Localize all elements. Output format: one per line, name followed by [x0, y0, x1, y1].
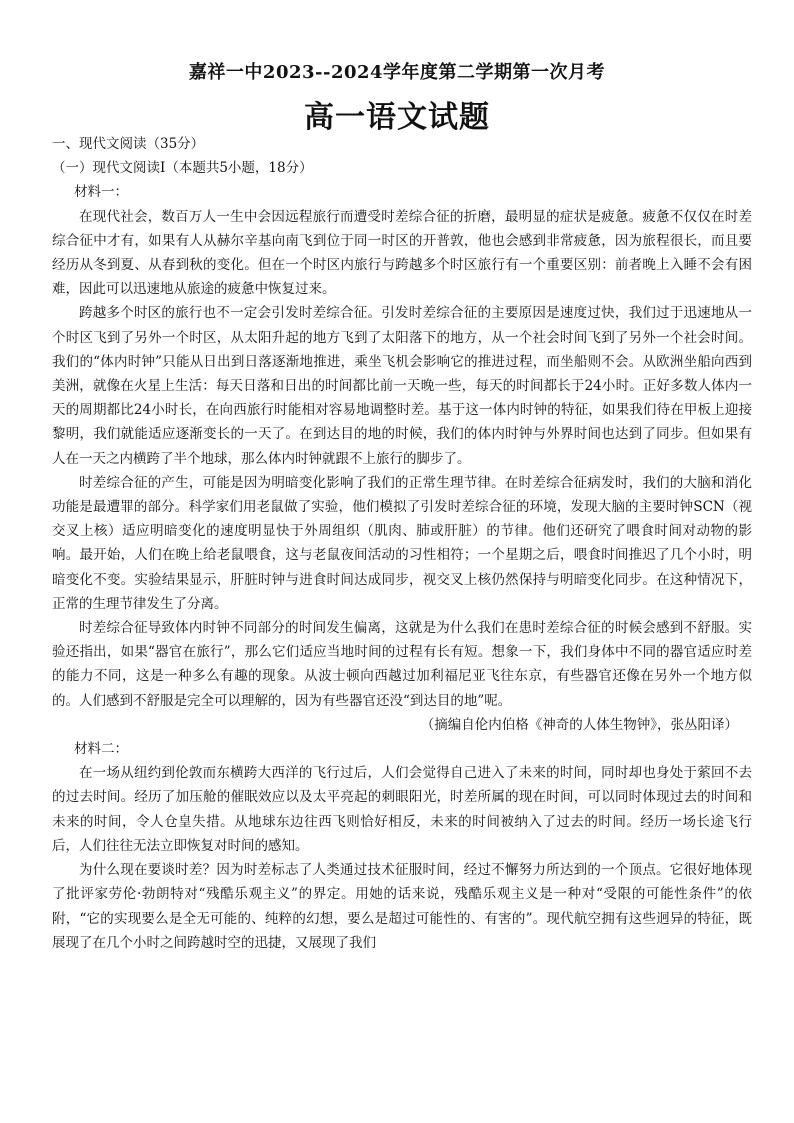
exam-subject-title: 高一语文试题: [304, 100, 490, 135]
exam-body: [52, 132, 752, 955]
material-1-paragraph: 时差综合征导致体内时钟不同部分的时间发生偏离，这就是为什么我们在患时差综合征的时候会感到不舒服。实验还指出，如果“器官在旅行”，那么它们适应当地时间的过程有长有短。想象一下，我们身体中不同的器官适应时差的能力不同，这是一种多么有趣的现象。从波士顿向西越过加利福尼亚飞往东京，有些器官还像在另外一个地方似的。人们感到不舒服是完全可以理解的，因为有些器官还没“到达目的地”呢。: [52, 620, 752, 709]
material-1-paragraph: 跨越多个时区的旅行也不一定会引发时差综合征。引发时差综合征的主要原因是速度过快，我们过于迅速地从一个时区飞到了另外一个时区，从太阳升起的地方飞到了太阳落下的地方，从一个社会时间飞到了另外一个社会时间。我们的“体内时钟”只能从日出到日落逐渐地推进，乘坐飞机会影响它的推进过程，而坐船则不会。从欧洲坐船向西到美洲，就像在火星上生活：每天日落和日出的时间都比前一天晚一些，每天的时间都长于24小时。正好多数人体内一天的周期都比24小时长，在向西旅行时能相对容易地调整时差。基于这一体内时钟的特征，如果我们待在甲板上迎接黎明，我们就能适应逐渐变长的一天了。在到达目的地的时候，我们的体内时钟与外界时间也达到了同步。但如果有人在一天之内横跨了半个地球，那么体内时钟就跟不上旅行的脚步了。: [52, 305, 752, 467]
section-heading: 一、现代文阅读（35分）: [52, 136, 205, 152]
material-1-paragraph: 在现代社会，数百万人一生中会因远程旅行而遭受时差综合征的折磨，最明显的症状是疲惫。疲惫不仅仅在时差综合征中才有，如果有人从赫尔辛基向南飞到位于同一时区的开普敦，他也会感到非常疲惫，因为旅程很长，而且要经历从冬到夏、从春到秋的变化。但在一个时区内旅行与跨越多个时区旅行有一个重要区别：前者晚上入睡不会有困难，因此可以迅速地从旅途的疲惫中恢复过来。: [52, 208, 752, 298]
material-1-paragraph: 时差综合征的产生，可能是因为明暗变化影响了我们的正常生理节律。在时差综合征病发时，我们的大脑和消化功能是最遭罪的部分。科学家们用老鼠做了实验，他们模拟了引发时差综合征的环境，发现大脑的主要时钟SCN（视交叉上核）适应明暗变化的速度明显快于外周组织（肌肉、肺或肝脏）的节律。他们还研究了喂食时间对动物的影响。最开始，人们在晚上给老鼠喂食，这与老鼠夜间活动的习性相符；一个星期之后，喂食时间推迟了几个小时，明暗变化不变。实验结果显示，肝脏时钟与进食时间达成同步，视交叉上核仍然保持与明暗变化同步。在这种情况下，正常的生理节律发生了分离。: [52, 474, 752, 612]
material-1-label: 材料一：: [74, 184, 128, 201]
material-2-paragraph: 为什么现在要谈时差？因为时差标志了人类通过技术征服时间，经过不懈努力所达到的一个顶点。它很好地体现了批评家劳伦·勃朗特对“残酷乐观主义”的界定。用她的话来说，残酷乐观主义是一种对“受限的可能性条件”的依附，“它的实现要么是全无可能的、纯粹的幻想，要么是超过可能性的、有害的”。现代航空拥有这些迥异的特征，既展现了在几个小时之间跨越时空的迅捷，又展现了我们: [52, 862, 752, 951]
material-1-source: （摘编自伦内伯格《神奇的人体生物钟》，张丛阳译）: [420, 716, 738, 733]
material-2-paragraph: 在一场从纽约到伦敦而东横跨大西洋的飞行过后，人们会觉得自己进入了未来的时间，同时却也身处于萦回不去的过去时间。经历了加压舱的催眠效应以及太平亮起的刺眼阳光，时差所属的现在时间，可以同时体现过去的时间和未来的时间，令人仓皇失措。从地球东边往西飞则恰好相反，未来的时间被纳入了过去的时间。经历一场长途飞行后，人们往往无法立即恢复对时间的感知。: [52, 765, 752, 854]
exam-header-title: 嘉祥一中2023--2024学年度第二学期第一次月考: [188, 62, 606, 83]
material-2-label: 材料二：: [74, 741, 128, 758]
subsection-heading: （一）现代文阅读Ⅰ（本题共5小题，18分）: [52, 160, 313, 177]
